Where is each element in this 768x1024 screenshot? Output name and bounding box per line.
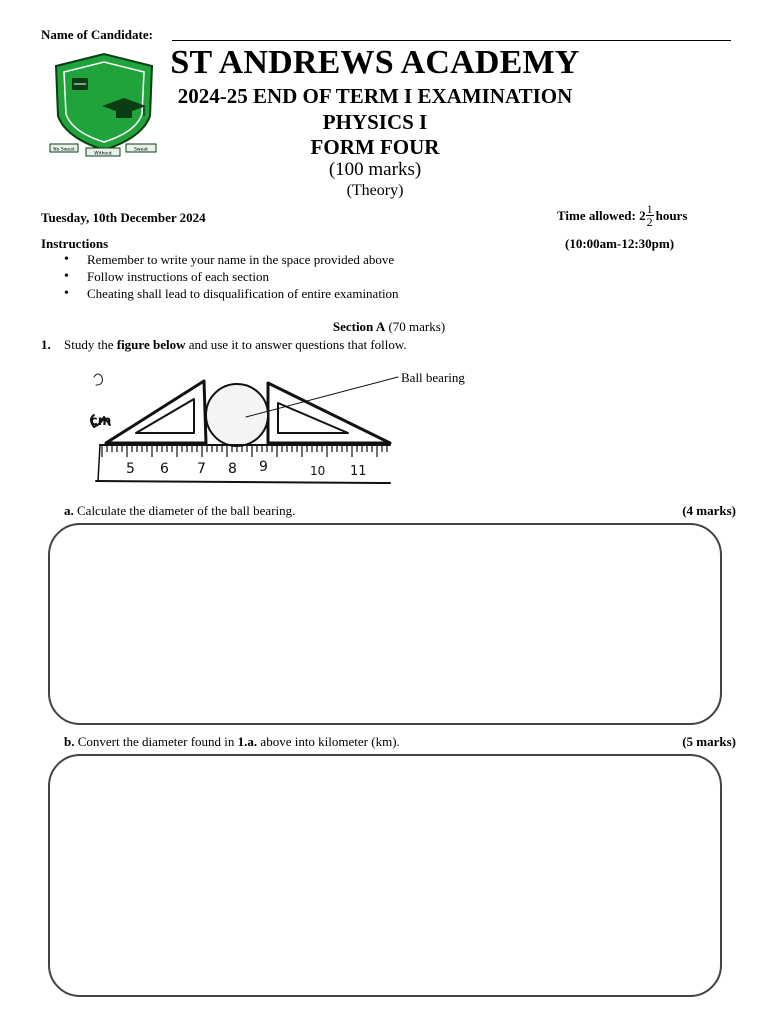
time-allowed (557, 203, 687, 228)
section-marks: (70 marks) (388, 319, 446, 334)
ruler-number: 8 (228, 461, 237, 477)
question-1: 1. Study the figure below and use it to answer questions that follow. (41, 337, 407, 352)
ball-bearing-circle (206, 384, 268, 446)
instructions-list (64, 251, 399, 302)
instruction-item: • Cheating shall lead to disqualification of entire examination (64, 285, 399, 302)
svg-text:Sweat: Sweat (134, 147, 148, 153)
ball-bearing-figure (86, 365, 396, 490)
question-marks: (4 marks) (682, 503, 736, 518)
ruler-ticks (102, 445, 387, 457)
section-a-heading (0, 319, 768, 335)
subject-title: PHYSICS I (322, 110, 428, 134)
answer-box-1a[interactable] (48, 523, 722, 725)
exam-title: 2024-25 END OF TERM I EXAMINATION (177, 84, 573, 108)
question-marks: (5 marks) (682, 734, 736, 749)
question-number: 1. (41, 337, 51, 352)
answer-box-1b[interactable] (48, 754, 722, 997)
unit-mark: cm (90, 414, 112, 429)
instructions-title: Instructions (41, 236, 109, 251)
time-fraction: $\frac{1}{2}$ (646, 202, 653, 229)
ruler-number: 11 (350, 464, 367, 479)
school-crest-logo (46, 44, 164, 160)
time-allowed-label: Time allowed: 2 (557, 207, 646, 223)
total-marks: (100 marks) (328, 159, 422, 180)
question-1b: b. Convert the diameter found in 1.a. above into kilometer (km). (5 marks) (64, 734, 736, 749)
form-title: FORM FOUR (310, 135, 440, 159)
ruler-number: 5 (126, 461, 135, 477)
time-unit: hours (655, 207, 688, 223)
candidate-name-label: Name of Candidate: (41, 27, 153, 42)
instruction-item: • Follow instructions of each section (64, 268, 399, 285)
ruler-number: 10 (310, 464, 326, 478)
section-title: Section A (332, 319, 386, 334)
ball-bearing-label: Ball bearing (401, 370, 465, 385)
question-1a: a. Calculate the diameter of the ball bearing. (4 marks) (64, 503, 736, 518)
crest-motto-arc: St Andrews Academy (46, 44, 121, 52)
instruction-item: • Remember to write your name in the space provided above (64, 251, 399, 268)
ruler-number: 6 (160, 461, 169, 477)
shield-shape (56, 54, 152, 150)
ruler-number: 9 (259, 459, 268, 475)
candidate-name-line[interactable] (172, 40, 731, 41)
paper-type: (Theory) (346, 182, 404, 199)
svg-text:Without: Without (94, 151, 112, 157)
school-name: ST ANDREWS ACADEMY (170, 44, 580, 81)
ruler-number: 7 (197, 461, 206, 477)
exam-date: Tuesday, 10th December 2024 (41, 210, 206, 225)
svg-text:No Sweat: No Sweat (53, 147, 75, 153)
exam-session-time: (10:00am-12:30pm) (565, 236, 675, 251)
